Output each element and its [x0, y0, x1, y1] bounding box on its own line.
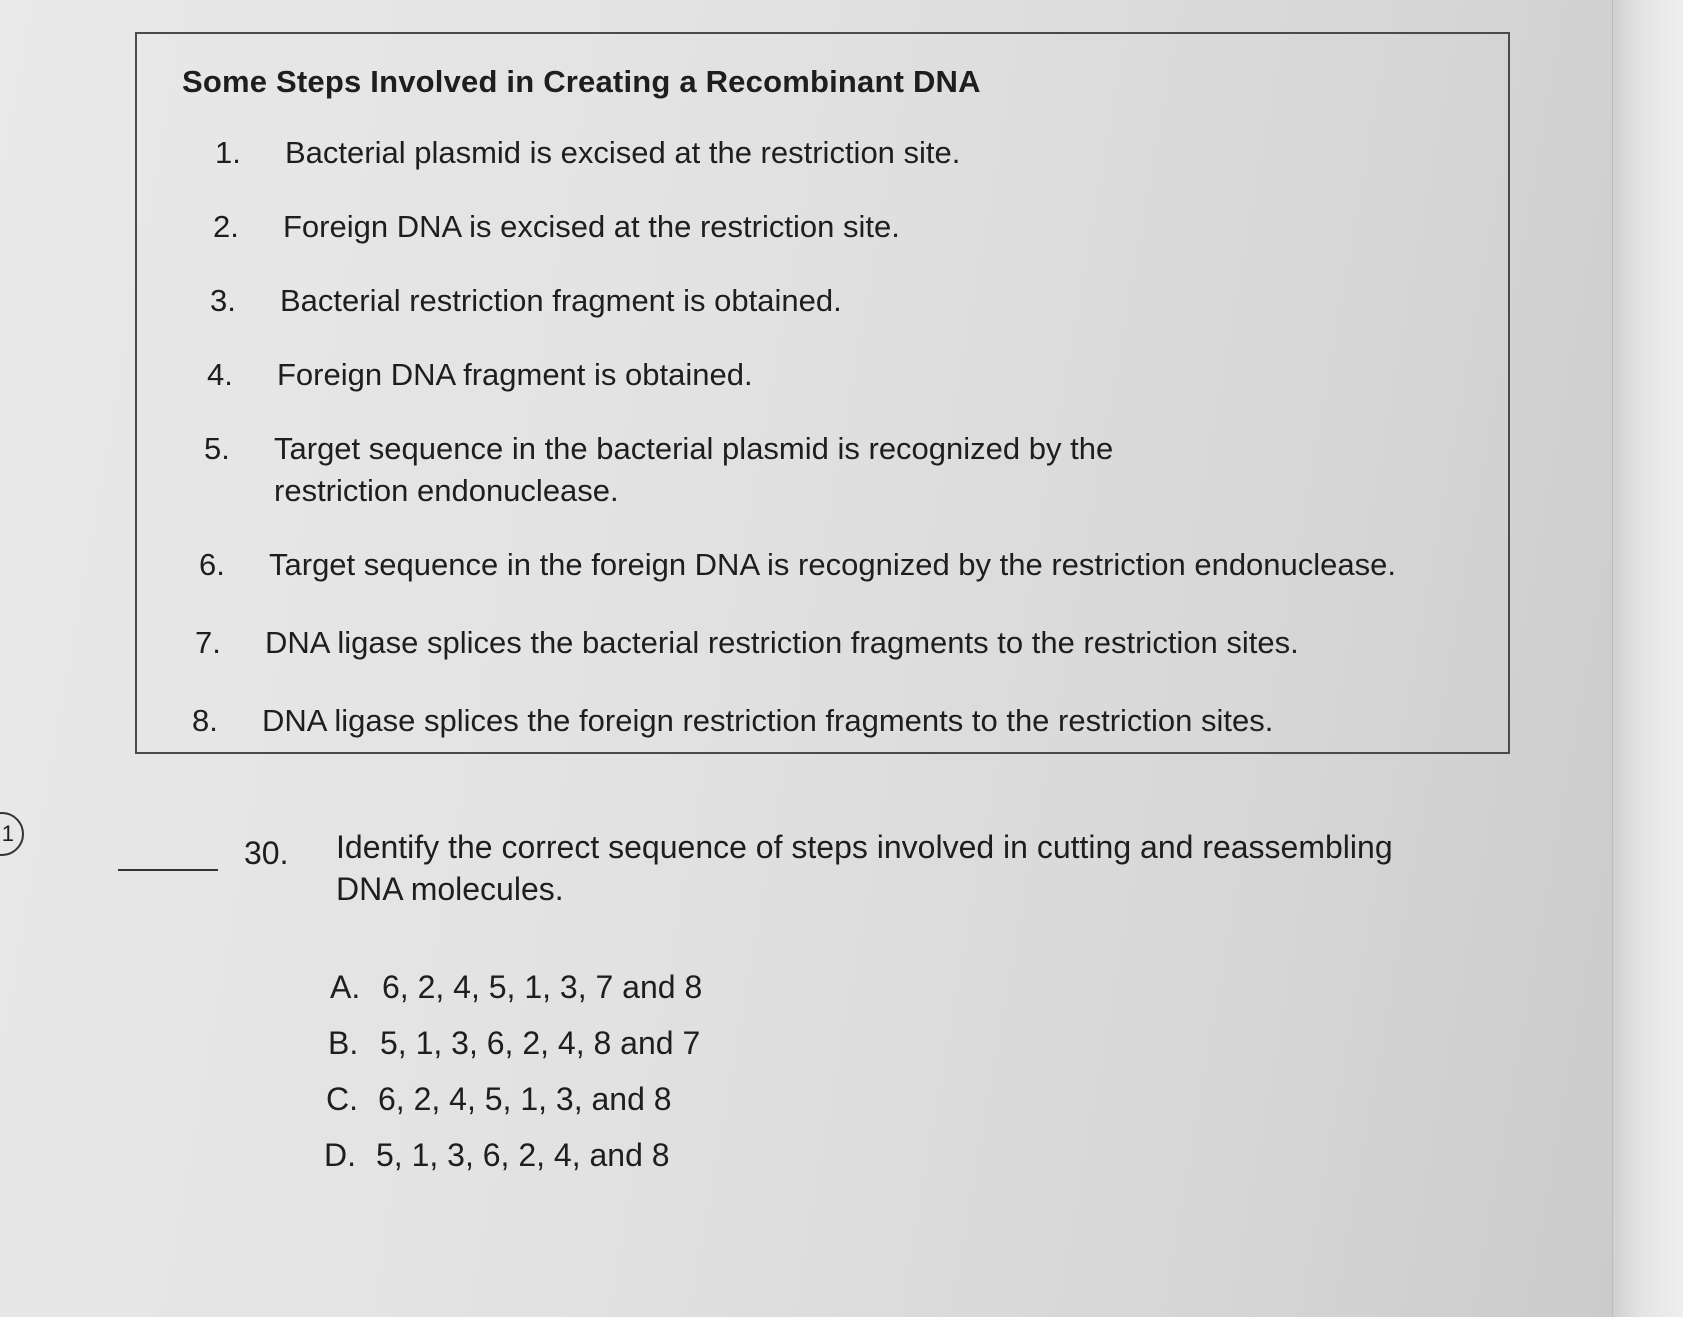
- question-number: 30.: [244, 835, 289, 871]
- step-number: 4.: [207, 357, 233, 392]
- option-text: 6, 2, 4, 5, 1, 3, and 8: [378, 1081, 672, 1117]
- steps-box: [135, 32, 1510, 754]
- margin-number-mark: 1: [0, 812, 24, 856]
- step-number: 1.: [215, 135, 241, 170]
- step-text: Bacterial plasmid is excised at the restriction site.: [285, 135, 961, 170]
- option-letter: B.: [328, 1025, 359, 1061]
- step-number: 2.: [213, 209, 239, 244]
- option-text: 5, 1, 3, 6, 2, 4, and 8: [376, 1137, 670, 1173]
- option-letter: C.: [326, 1081, 358, 1117]
- step-number: 7.: [195, 625, 221, 660]
- page-edge: [1612, 0, 1683, 1317]
- option-a[interactable]: [330, 966, 702, 1008]
- step-text: Target sequence in the bacterial plasmid is recognized by the: [274, 431, 1114, 466]
- step-number: 8.: [192, 703, 218, 738]
- option-letter: A.: [330, 969, 361, 1005]
- option-c[interactable]: [326, 1078, 672, 1120]
- option-b[interactable]: [328, 1022, 700, 1064]
- step-text: DNA ligase splices the foreign restriction fragments to the restriction sites.: [262, 703, 1274, 738]
- answer-blank[interactable]: [118, 869, 218, 871]
- option-letter: D.: [324, 1137, 356, 1173]
- option-text: 5, 1, 3, 6, 2, 4, 8 and 7: [380, 1025, 701, 1061]
- box-title: Some Steps Involved in Creating a Recombinant DNA: [182, 64, 981, 99]
- step-text: Bacterial restriction fragment is obtained.: [280, 283, 842, 318]
- step-number: 5.: [204, 431, 230, 466]
- step-text: Foreign DNA fragment is obtained.: [277, 357, 753, 392]
- step-text: Foreign DNA is excised at the restriction site.: [283, 209, 900, 244]
- option-text: 6, 2, 4, 5, 1, 3, 7 and 8: [382, 969, 703, 1005]
- option-d[interactable]: [324, 1134, 670, 1176]
- step-text: Target sequence in the foreign DNA is recognized by the restriction endonuclease.: [269, 547, 1397, 582]
- step-number: 3.: [210, 283, 236, 318]
- step-text: DNA ligase splices the bacterial restriction fragments to the restriction sites.: [265, 625, 1299, 660]
- step-text-continued: restriction endonuclease.: [274, 473, 619, 508]
- question-text: Identify the correct sequence of steps involved in cutting and reassembling DNA molecules.: [336, 829, 1393, 907]
- step-number: 6.: [199, 547, 225, 582]
